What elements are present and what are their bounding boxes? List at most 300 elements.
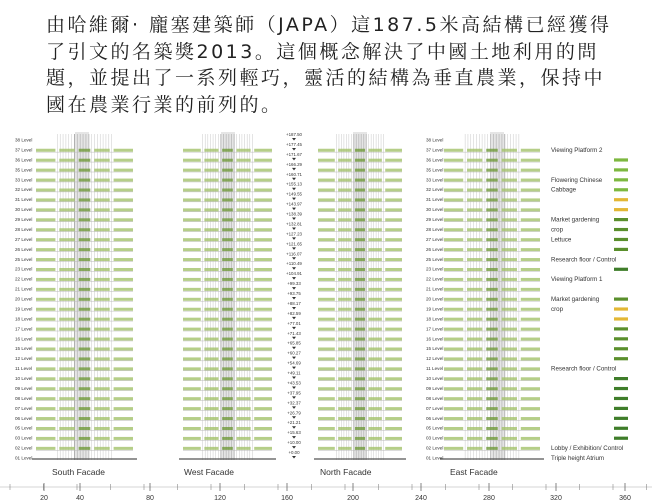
planter-strip: [385, 248, 402, 251]
elevation-arrow: [292, 257, 296, 260]
planter-strip: [36, 437, 55, 440]
planter-strip: [236, 169, 250, 172]
planter-strip: [368, 198, 381, 201]
level-label: 19 Level: [15, 306, 33, 312]
planter-strip: [204, 328, 218, 331]
planter-strip: [521, 268, 540, 271]
planter-strip: [467, 198, 482, 201]
planter-strip: [36, 447, 55, 450]
planter-strip: [222, 198, 233, 201]
legend-swatch: [614, 208, 628, 211]
planter-strip: [79, 268, 91, 271]
planter-strip: [222, 308, 233, 311]
planter-strip: [79, 188, 91, 191]
scale-tick-label: 160: [281, 495, 293, 502]
elevation-arrow: [292, 436, 296, 439]
planter-strip: [36, 159, 55, 162]
level-label: 28 Level: [426, 226, 444, 232]
legend-label: Viewing Platform 1: [551, 276, 603, 284]
planter-strip: [502, 447, 517, 450]
planter-strip: [338, 357, 351, 360]
planter-strip: [385, 447, 402, 450]
legend-swatch: [614, 337, 628, 340]
planter-strip: [521, 437, 540, 440]
planter-strip: [467, 258, 482, 261]
planter-strip: [318, 357, 335, 360]
scale-tick-label: 80: [146, 495, 154, 502]
planter-strip: [502, 268, 517, 271]
elevation-arrow: [292, 158, 296, 161]
planter-strip: [236, 258, 250, 261]
planter-strip: [444, 159, 463, 162]
elevation-marker: +166.29: [286, 161, 302, 167]
planter-strip: [486, 228, 498, 231]
planter-strip: [114, 238, 133, 241]
legend-swatch: [614, 327, 628, 330]
planter-strip: [79, 367, 91, 370]
planter-strip: [385, 298, 402, 301]
planter-strip: [36, 258, 55, 261]
planter-strip: [236, 377, 250, 380]
elevation-marker: +110.49: [286, 261, 302, 267]
planter-strip: [385, 169, 402, 172]
planter-strip: [222, 417, 233, 420]
planter-strip: [254, 357, 272, 360]
level-label: 15 Level: [426, 346, 444, 352]
legend-swatch: [614, 248, 628, 251]
planter-strip: [486, 318, 498, 321]
planter-strip: [114, 318, 133, 321]
level-label: 03 Level: [426, 435, 444, 441]
planter-strip: [521, 318, 540, 321]
planter-strip: [254, 328, 272, 331]
planter-strip: [222, 228, 233, 231]
planter-strip: [368, 169, 381, 172]
level-label: 31 Level: [15, 197, 33, 203]
planter-strip: [318, 268, 335, 271]
elevation-marker: +127.23: [286, 231, 302, 237]
planter-strip: [444, 218, 463, 221]
legend-label: Cabbage: [551, 186, 577, 194]
planter-strip: [338, 248, 351, 251]
planter-strip: [502, 437, 517, 440]
planter-strip: [486, 198, 498, 201]
planter-strip: [486, 179, 498, 182]
planter-strip: [59, 268, 75, 271]
planter-strip: [236, 248, 250, 251]
elevation-marker: +21.21: [287, 420, 301, 426]
planter-strip: [318, 298, 335, 301]
legend-swatch: [614, 188, 628, 191]
planter-strip: [254, 159, 272, 162]
planter-strip: [114, 447, 133, 450]
legend-label: Lettuce: [551, 236, 572, 244]
planter-strip: [318, 387, 335, 390]
level-label: 30 Level: [15, 207, 33, 213]
legend-label: Flowering Chinese: [551, 176, 603, 184]
planter-strip: [467, 218, 482, 221]
planter-strip: [254, 367, 272, 370]
planter-strip: [444, 387, 463, 390]
level-label: 33 Level: [426, 177, 444, 183]
planter-strip: [318, 417, 335, 420]
planter-strip: [254, 318, 272, 321]
planter-strip: [502, 357, 517, 360]
planter-strip: [486, 258, 498, 261]
planter-strip: [355, 288, 365, 291]
planter-strip: [444, 208, 463, 211]
planter-strip: [486, 298, 498, 301]
planter-strip: [204, 198, 218, 201]
planter-strip: [183, 357, 201, 360]
planter-strip: [318, 169, 335, 172]
planter-strip: [183, 338, 201, 341]
planter-strip: [318, 377, 335, 380]
planter-strip: [36, 397, 55, 400]
planter-strip: [79, 149, 91, 152]
planter-strip: [114, 397, 133, 400]
planter-strip: [318, 278, 335, 281]
planter-strip: [79, 417, 91, 420]
planter-strip: [385, 188, 402, 191]
planter-strip: [79, 159, 91, 162]
planter-strip: [318, 218, 335, 221]
planter-strip: [94, 338, 110, 341]
planter-strip: [222, 397, 233, 400]
planter-strip: [385, 437, 402, 440]
planter-strip: [59, 387, 75, 390]
planter-strip: [385, 288, 402, 291]
planter-strip: [236, 347, 250, 350]
facade-caption: North Facade: [320, 467, 372, 477]
planter-strip: [338, 179, 351, 182]
planter-strip: [368, 377, 381, 380]
elevation-marker: +77.01: [287, 320, 301, 326]
planter-strip: [355, 298, 365, 301]
planter-strip: [355, 357, 365, 360]
elevation-marker: +116.07: [286, 251, 302, 257]
planter-strip: [385, 397, 402, 400]
planter-strip: [59, 308, 75, 311]
planter-strip: [502, 308, 517, 311]
planter-strip: [236, 417, 250, 420]
planter-strip: [521, 169, 540, 172]
planter-strip: [368, 188, 381, 191]
planter-strip: [368, 387, 381, 390]
planter-strip: [254, 238, 272, 241]
planter-strip: [486, 427, 498, 430]
planter-strip: [36, 208, 55, 211]
elevation-arrow: [292, 307, 296, 310]
planter-strip: [59, 208, 75, 211]
planter-strip: [355, 397, 365, 400]
planter-strip: [59, 228, 75, 231]
planter-strip: [467, 159, 482, 162]
planter-strip: [444, 238, 463, 241]
level-label: 38 Level: [426, 137, 444, 143]
level-label: 26 Level: [426, 246, 444, 252]
scale-tick-label: 280: [483, 495, 495, 502]
planter-strip: [114, 149, 133, 152]
legend-swatch: [614, 377, 628, 380]
planter-strip: [59, 238, 75, 241]
planter-strip: [59, 258, 75, 261]
planter-strip: [486, 407, 498, 410]
planter-strip: [254, 188, 272, 191]
elevation-arrow: [292, 446, 296, 449]
planter-strip: [486, 188, 498, 191]
planter-strip: [183, 318, 201, 321]
planter-strip: [368, 228, 381, 231]
planter-strip: [467, 268, 482, 271]
planter-strip: [236, 447, 250, 450]
planter-strip: [59, 377, 75, 380]
planter-strip: [467, 367, 482, 370]
planter-strip: [59, 397, 75, 400]
planter-strip: [36, 149, 55, 152]
planter-strip: [236, 308, 250, 311]
planter-strip: [183, 208, 201, 211]
planter-strip: [94, 278, 110, 281]
facade-caption: West Facade: [184, 467, 234, 477]
level-label: 11 Level: [426, 366, 444, 372]
legend-swatch: [614, 407, 628, 410]
planter-strip: [385, 347, 402, 350]
planter-strip: [338, 328, 351, 331]
planter-strip: [204, 179, 218, 182]
planter-strip: [204, 258, 218, 261]
elevation-arrow: [292, 277, 296, 280]
planter-strip: [502, 387, 517, 390]
planter-strip: [183, 308, 201, 311]
planter-strip: [368, 258, 381, 261]
planter-strip: [355, 347, 365, 350]
planter-strip: [521, 377, 540, 380]
planter-strip: [338, 417, 351, 420]
planter-strip: [338, 208, 351, 211]
planter-strip: [444, 417, 463, 420]
planter-strip: [222, 427, 233, 430]
scale-tick-label: 120: [214, 495, 226, 502]
planter-strip: [467, 357, 482, 360]
planter-strip: [204, 437, 218, 440]
planter-strip: [338, 397, 351, 400]
planter-strip: [79, 288, 91, 291]
planter-strip: [79, 397, 91, 400]
level-label: 06 Level: [426, 415, 444, 421]
planter-strip: [94, 308, 110, 311]
planter-strip: [368, 328, 381, 331]
planter-strip: [467, 407, 482, 410]
elevation-arrow: [292, 267, 296, 270]
planter-strip: [114, 377, 133, 380]
planter-strip: [114, 288, 133, 291]
planter-strip: [385, 208, 402, 211]
planter-strip: [355, 188, 365, 191]
planter-strip: [486, 308, 498, 311]
planter-strip: [521, 248, 540, 251]
planter-strip: [183, 298, 201, 301]
elevation-marker: +121.65: [286, 241, 302, 247]
elevation-arrow: [292, 297, 296, 300]
legend-label: Lobby / Exhibition/ Control: [551, 445, 624, 453]
planter-strip: [36, 238, 55, 241]
planter-strip: [183, 377, 201, 380]
planter-strip: [204, 238, 218, 241]
planter-strip: [444, 278, 463, 281]
planter-strip: [467, 347, 482, 350]
planter-strip: [59, 198, 75, 201]
planter-strip: [36, 338, 55, 341]
planter-strip: [368, 248, 381, 251]
planter-strip: [36, 377, 55, 380]
planter-strip: [114, 338, 133, 341]
planter-strip: [204, 357, 218, 360]
planter-strip: [444, 268, 463, 271]
planter-strip: [385, 218, 402, 221]
level-label: 20 Level: [426, 296, 444, 302]
elevation-marker: +60.27: [287, 350, 301, 356]
planter-strip: [36, 308, 55, 311]
planter-strip: [204, 308, 218, 311]
planter-strip: [502, 417, 517, 420]
planter-strip: [338, 268, 351, 271]
planter-strip: [486, 149, 498, 152]
planter-strip: [36, 169, 55, 172]
planter-strip: [318, 188, 335, 191]
elevation-arrow: [292, 406, 296, 409]
planter-strip: [236, 268, 250, 271]
elevation-arrow: [292, 178, 296, 181]
planter-strip: [79, 328, 91, 331]
elevation-marker: +37.95: [287, 390, 301, 396]
level-label: 35 Level: [426, 167, 444, 173]
level-label: 22 Level: [15, 276, 33, 282]
planter-strip: [114, 188, 133, 191]
planter-strip: [183, 258, 201, 261]
level-label: 08 Level: [15, 395, 33, 401]
level-label: 07 Level: [15, 405, 33, 411]
level-label: 10 Level: [15, 376, 33, 381]
planter-strip: [467, 427, 482, 430]
planter-strip: [486, 218, 498, 221]
planter-strip: [114, 198, 133, 201]
planter-strip: [114, 427, 133, 430]
planter-strip: [79, 447, 91, 450]
planter-strip: [222, 328, 233, 331]
description-heading: 由哈維爾· 龐塞建築師（JAPA）這187.5米高結構已經獲得了引文的名築獎2013。這個概念解決了中國土地利用的問題，並提出了一系列輕巧，靈活的結構為垂直農業，保持中國在農業行業的前列的。: [46, 14, 612, 116]
planter-strip: [79, 437, 91, 440]
planter-strip: [338, 338, 351, 341]
planter-strip: [368, 288, 381, 291]
planter-strip: [36, 328, 55, 331]
planter-strip: [183, 188, 201, 191]
planter-strip: [502, 338, 517, 341]
level-label: 21 Level: [426, 286, 444, 292]
level-label: 20 Level: [15, 296, 33, 302]
planter-strip: [59, 149, 75, 152]
legend-swatch: [614, 307, 628, 310]
elevation-arrow: [292, 317, 296, 320]
planter-strip: [355, 367, 365, 370]
planter-strip: [467, 447, 482, 450]
planter-strip: [254, 447, 272, 450]
level-label: 18 Level: [426, 316, 444, 322]
planter-strip: [521, 278, 540, 281]
planter-strip: [94, 437, 110, 440]
legend-label: Market gardening: [551, 216, 600, 224]
planter-strip: [521, 208, 540, 211]
elevation-arrow: [292, 347, 296, 350]
planter-strip: [318, 288, 335, 291]
planter-strip: [338, 298, 351, 301]
level-label: 09 Level: [426, 385, 444, 391]
planter-strip: [236, 208, 250, 211]
planter-strip: [318, 367, 335, 370]
planter-strip: [114, 328, 133, 331]
planter-strip: [368, 367, 381, 370]
planter-strip: [444, 228, 463, 231]
planter-strip: [521, 298, 540, 301]
planter-strip: [467, 328, 482, 331]
elevation-marker: +15.63: [287, 430, 301, 436]
planter-strip: [254, 308, 272, 311]
legend-label: Triple height Atrium: [551, 455, 605, 462]
planter-strip: [385, 159, 402, 162]
planter-strip: [467, 417, 482, 420]
planter-strip: [94, 179, 110, 182]
planter-strip: [467, 248, 482, 251]
planter-strip: [486, 357, 498, 360]
planter-strip: [94, 159, 110, 162]
planter-strip: [254, 377, 272, 380]
planter-strip: [94, 377, 110, 380]
level-label: 19 Level: [426, 306, 444, 312]
legend-swatch: [614, 238, 628, 241]
planter-strip: [222, 377, 233, 380]
planter-strip: [114, 417, 133, 420]
planter-strip: [204, 248, 218, 251]
planter-strip: [236, 188, 250, 191]
planter-strip: [79, 387, 91, 390]
planter-strip: [318, 397, 335, 400]
level-label: 33 Level: [15, 177, 33, 183]
planter-strip: [36, 198, 55, 201]
elevation-marker: +49.11: [287, 370, 301, 376]
planter-strip: [183, 447, 201, 450]
planter-strip: [385, 367, 402, 370]
planter-strip: [114, 367, 133, 370]
elevation-arrow: [292, 208, 296, 211]
planter-strip: [236, 318, 250, 321]
planter-strip: [236, 149, 250, 152]
planter-strip: [94, 238, 110, 241]
planter-strip: [59, 447, 75, 450]
level-label: 16 Level: [426, 336, 444, 342]
elevation-marker: +54.69: [287, 360, 301, 366]
elevation-arrow: [292, 237, 296, 240]
planter-strip: [338, 258, 351, 261]
planter-strip: [59, 427, 75, 430]
planter-strip: [385, 268, 402, 271]
level-label: 10 Level: [426, 376, 444, 381]
planter-strip: [236, 238, 250, 241]
planter-strip: [222, 268, 233, 271]
planter-strip: [444, 357, 463, 360]
level-label: 26 Level: [15, 246, 33, 252]
planter-strip: [368, 308, 381, 311]
elevation-marker: +155.13: [286, 181, 302, 187]
